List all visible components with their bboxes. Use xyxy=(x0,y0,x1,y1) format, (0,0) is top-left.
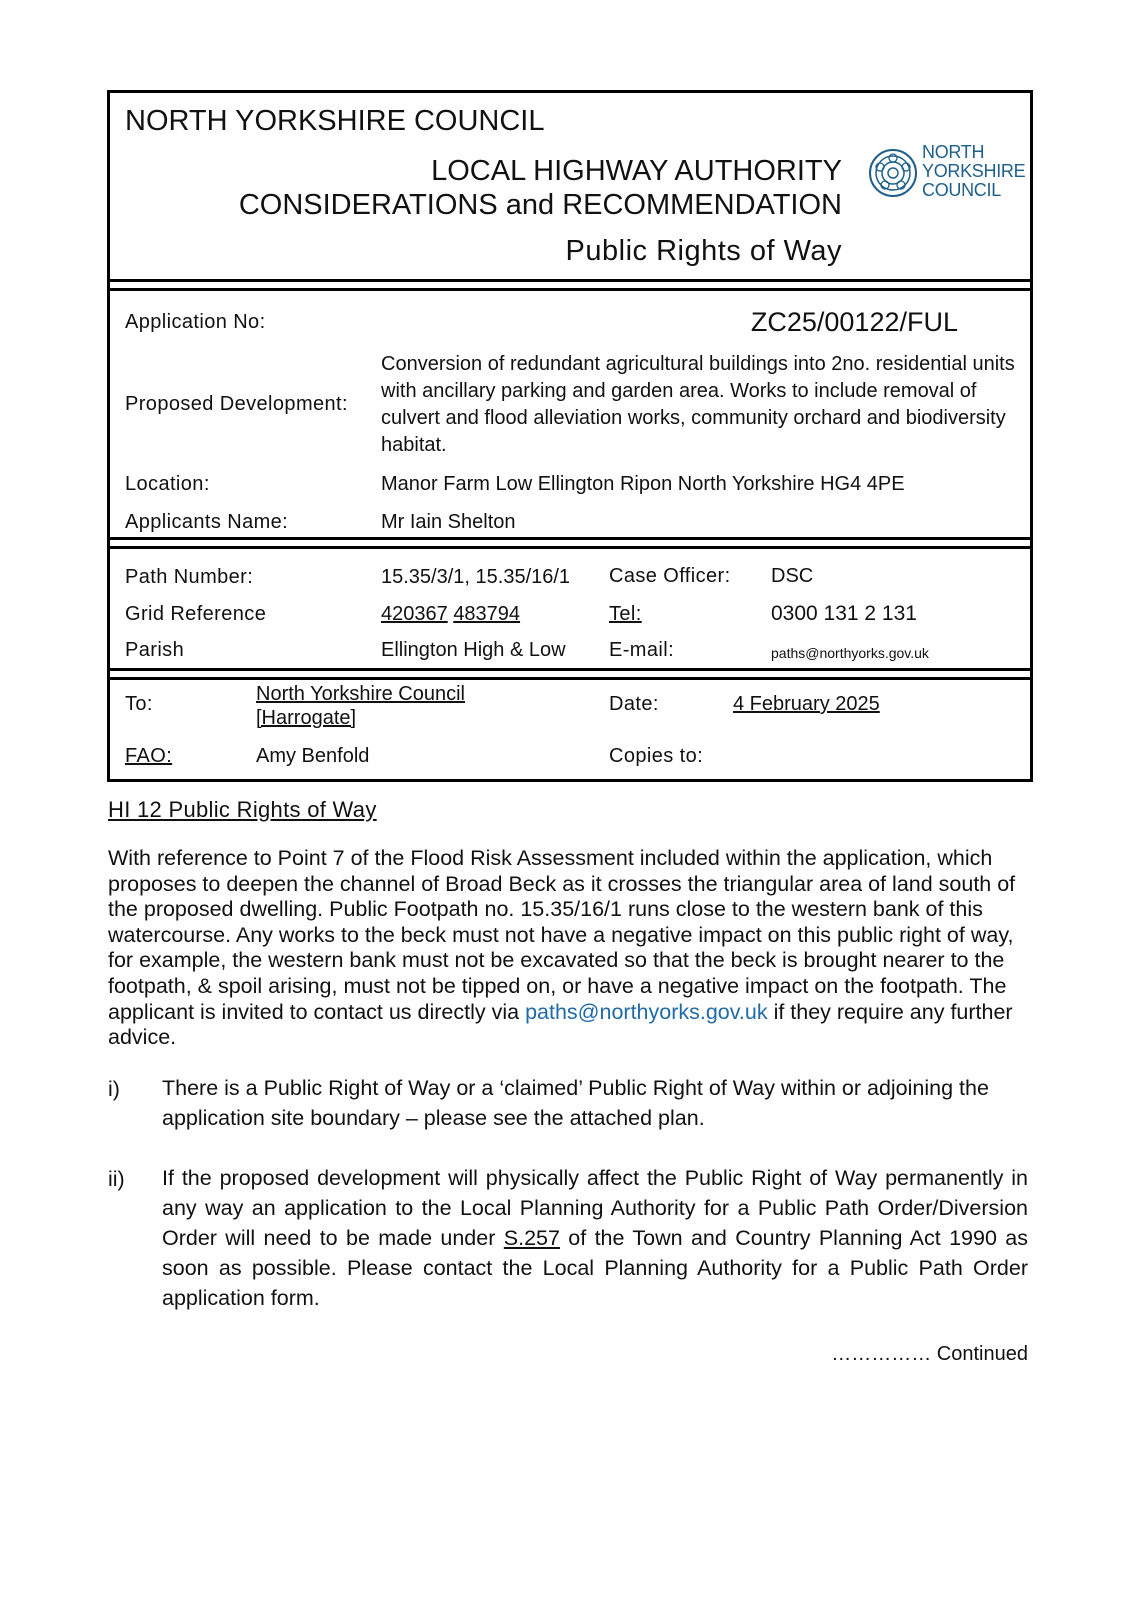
tel-value: 0300 131 2 131 xyxy=(771,602,917,625)
divider xyxy=(110,288,1030,291)
header-form-box xyxy=(107,90,1033,782)
grid-easting: 420367 xyxy=(381,603,448,625)
email-value[interactable]: paths@northyorks.gov.uk xyxy=(771,645,929,661)
divider xyxy=(110,668,1030,671)
council-title: NORTH YORKSHIRE COUNCIL xyxy=(125,105,545,137)
to-label: To: xyxy=(125,693,153,715)
dev-description: Conversion of redundant agricultural buildings into 2no. residential units with ancillary parking and garden area. Works to include removal of culvert and flood alleviation works, community orchard and biodiversity habitat. xyxy=(381,353,1015,456)
divider xyxy=(110,279,1030,282)
subject-title: Public Rights of Way xyxy=(565,235,842,267)
intro-paragraph: With reference to Point 7 of the Flood Risk Assessment included within the application, which proposes to deepen the channel of Broad Beck as it crosses the triangular area of land south of the proposed dwelling. Public Footpath no. 15.35/16/1 runs close to the western bank of this watercourse. Any works to the beck must not have a negative impact on this public right of way, for example, the western bank must not be excavated so that the beck is brought nearer to the footpath, & spoil arising, must not be tipped on, or have a negative impact on the footpath. The applicant is invited to contact us directly via paths@northyorks.gov.uk if they require any further advice. xyxy=(108,846,1016,1050)
divider xyxy=(110,537,1030,540)
email-link[interactable]: paths@northyorks.gov.uk xyxy=(525,999,768,1024)
path-label: Path Number: xyxy=(125,566,254,588)
logo-text: NORTH YORKSHIRE COUNCIL xyxy=(922,142,1026,200)
to-line1: North Yorkshire Council xyxy=(256,683,465,705)
officer-value: DSC xyxy=(771,565,814,587)
divider xyxy=(110,546,1030,549)
location-value: Manor Farm Low Ellington Ripon North Yorkshire HG4 4PE xyxy=(381,473,905,495)
path-value: 15.35/3/1, 15.35/16/1 xyxy=(381,566,571,588)
officer-label: Case Officer: xyxy=(609,565,731,587)
parish-label: Parish xyxy=(125,639,185,661)
section-heading: HI 12 Public Rights of Way xyxy=(108,797,377,822)
tel-label: Tel: xyxy=(609,603,642,625)
date-label: Date: xyxy=(609,693,659,715)
to-line2: [Harrogate] xyxy=(256,707,357,729)
applicant-value: Mr Iain Shelton xyxy=(381,511,516,533)
fao-value: Amy Benfold xyxy=(256,745,370,767)
list-item-2-number: ii) xyxy=(108,1167,125,1191)
considerations-title: CONSIDERATIONS and RECOMMENDATION xyxy=(238,189,842,221)
divider xyxy=(110,677,1030,680)
council-logo xyxy=(866,141,1026,213)
date-value: 4 February 2025 xyxy=(733,693,880,715)
continued-marker: …………… Continued xyxy=(831,1343,1028,1365)
list-item-1-number: i) xyxy=(108,1077,120,1101)
grid-reference xyxy=(381,603,520,626)
app-no-label: Application No: xyxy=(125,311,266,333)
section-reference: S.257 xyxy=(503,1226,560,1250)
applicant-label: Applicants Name: xyxy=(125,511,289,533)
list-item-2-text: If the proposed development will physically affect the Public Right of Way permanently in any way an application to the Local Planning Authority for a Public Path Order/Diversion Order will need to be made under S.257 of the Town and Country Planning Act 1990 as soon as possible. Please contact the Local Planning Authority for a Public Path Order application form. xyxy=(162,1166,1028,1310)
parish-value: Ellington High & Low xyxy=(381,639,566,661)
location-label: Location: xyxy=(125,473,210,495)
list-item-1-text: There is a Public Right of Way or a ‘claimed’ Public Right of Way within or adjoining the application site boundary – please see the attached plan. xyxy=(162,1076,989,1130)
email-label: E-mail: xyxy=(609,639,675,661)
app-no-value: ZC25/00122/FUL xyxy=(750,307,958,337)
copies-label: Copies to: xyxy=(609,745,704,767)
authority-title: LOCAL HIGHWAY AUTHORITY xyxy=(431,155,842,187)
fao-label: FAO: xyxy=(125,745,173,767)
dev-label: Proposed Development: xyxy=(125,393,348,415)
grid-label: Grid Reference xyxy=(125,603,267,625)
grid-northing: 483794 xyxy=(453,603,521,625)
rose-emblem-icon xyxy=(866,141,920,205)
